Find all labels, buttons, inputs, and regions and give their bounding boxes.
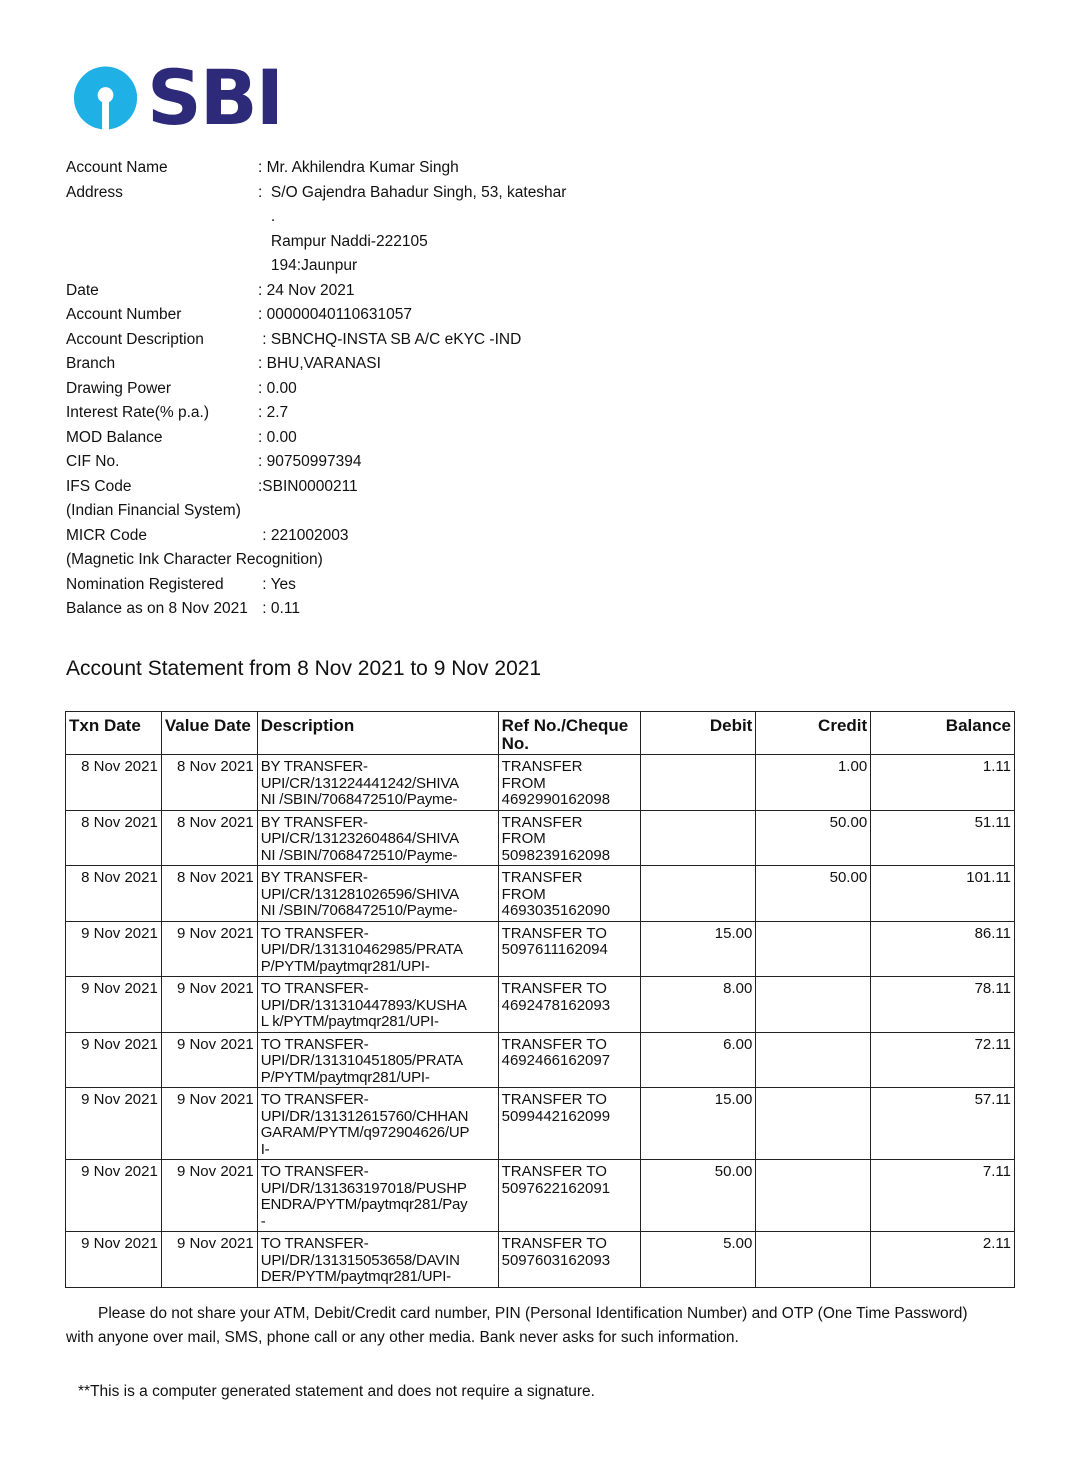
logo-text: SBI (147, 53, 282, 142)
info-value: : 0.00 (258, 379, 297, 397)
info-label: MICR Code (66, 526, 147, 544)
table-row (66, 1232, 1015, 1288)
info-value: : 221002003 (258, 526, 349, 544)
value-date: 9 Nov 2021 (161, 1232, 257, 1288)
value-date: 8 Nov 2021 (161, 810, 257, 866)
info-row (66, 475, 566, 500)
debit: 6.00 (640, 1032, 756, 1088)
info-row (66, 156, 566, 181)
info-label: Balance as on 8 Nov 2021 (66, 600, 248, 617)
debit: 15.00 (640, 921, 756, 977)
debit (640, 866, 756, 922)
info-value: : S/O Gajendra Bahadur Singh, 53, kateshar (258, 183, 567, 201)
debit: 50.00 (640, 1160, 756, 1232)
txn-date: 9 Nov 2021 (66, 1232, 162, 1288)
debit (640, 755, 756, 811)
txn-date: 9 Nov 2021 (66, 1032, 162, 1088)
description: TO TRANSFER- UPI/DR/131310447893/KUSHA L k/PYTM/paytmqr281/UPI- (257, 977, 498, 1033)
debit: 5.00 (640, 1232, 756, 1288)
header-debit: Debit (640, 712, 756, 755)
info-label: Address (66, 183, 123, 201)
info-label: MOD Balance (66, 428, 163, 446)
txn-date: 9 Nov 2021 (66, 977, 162, 1033)
info-label: IFS Code (66, 477, 132, 495)
table-row (66, 1032, 1015, 1088)
txn-date: 9 Nov 2021 (66, 1088, 162, 1160)
info-value: : Yes (258, 575, 296, 593)
ref-no: TRANSFER TO 4692478162093 (498, 977, 640, 1033)
balance: 101.11 (871, 866, 1015, 922)
table-row (66, 977, 1015, 1033)
debit: 15.00 (640, 1088, 756, 1160)
ref-no: TRANSFER FROM 4692990162098 (498, 755, 640, 811)
value-date: 8 Nov 2021 (161, 755, 257, 811)
txn-date: 9 Nov 2021 (66, 1160, 162, 1232)
header-description: Description (257, 712, 498, 755)
description: TO TRANSFER- UPI/DR/131315053658/DAVIN DER/PYTM/paytmqr281/UPI- (257, 1232, 498, 1288)
info-row (66, 328, 566, 353)
credit (756, 1160, 871, 1232)
balance: 1.11 (871, 755, 1015, 811)
header-balance: Balance (871, 712, 1015, 755)
credit (756, 977, 871, 1033)
info-label: Account Number (66, 306, 182, 323)
info-row (66, 377, 566, 402)
value-date: 9 Nov 2021 (161, 1032, 257, 1088)
info-value: : BHU,VARANASI (258, 355, 381, 372)
info-label (66, 254, 258, 279)
info-label: Branch (66, 355, 116, 372)
value-date: 8 Nov 2021 (161, 866, 257, 922)
balance: 57.11 (871, 1088, 1015, 1160)
credit: 50.00 (756, 866, 871, 922)
table-row (66, 1088, 1015, 1160)
info-label: Account Name (66, 159, 168, 176)
description: TO TRANSFER- UPI/DR/131310462985/PRATA P/PYTM/paytmqr281/UPI- (257, 921, 498, 977)
value-date: 9 Nov 2021 (161, 1160, 257, 1232)
credit: 1.00 (756, 755, 871, 811)
info-value: : 90750997394 (258, 453, 362, 470)
value-date: 9 Nov 2021 (161, 921, 257, 977)
info-value: : SBNCHQ-INSTA SB A/C eKYC -IND (258, 330, 522, 348)
txn-date: 8 Nov 2021 (66, 755, 162, 811)
info-row (66, 254, 566, 279)
info-row (66, 205, 566, 230)
footer-note: **This is a computer generated statement and does not require a signature. (78, 1383, 595, 1400)
info-label: (Magnetic Ink Character Recognition) (66, 551, 323, 568)
balance: 72.11 (871, 1032, 1015, 1088)
balance: 51.11 (871, 810, 1015, 866)
txn-date: 9 Nov 2021 (66, 921, 162, 977)
credit (756, 921, 871, 977)
info-value: : 2.7 (258, 404, 289, 421)
info-row (66, 303, 566, 328)
info-value: : 00000040110631057 (258, 306, 413, 323)
info-value: :SBIN0000211 (258, 477, 358, 495)
statement-title: Account Statement from 8 Nov 2021 to 9 Nov 2021 (66, 657, 542, 680)
txn-date: 8 Nov 2021 (66, 810, 162, 866)
credit: 50.00 (756, 810, 871, 866)
table-row (66, 810, 1015, 866)
info-label: Date (66, 281, 99, 299)
header-txn-date: Txn Date (66, 712, 162, 755)
info-row (66, 548, 566, 573)
ref-no: TRANSFER FROM 5098239162098 (498, 810, 640, 866)
ref-no: TRANSFER TO 4692466162097 (498, 1032, 640, 1088)
transactions-table (65, 711, 1015, 1288)
info-label (66, 205, 258, 230)
info-value: . (258, 208, 276, 225)
info-row (66, 230, 566, 255)
description: TO TRANSFER- UPI/DR/131312615760/CHHAN GARAM/PYTM/q972904626/UP I- (257, 1088, 498, 1160)
table-row (66, 921, 1015, 977)
info-label: Drawing Power (66, 379, 172, 397)
info-value: : 0.00 (258, 428, 297, 446)
description: TO TRANSFER- UPI/DR/131363197018/PUSHP ENDRA/PYTM/paytmqr281/Pay - (257, 1160, 498, 1232)
table-row (66, 1160, 1015, 1232)
info-row (66, 401, 566, 426)
ref-no: TRANSFER TO 5097603162093 (498, 1232, 640, 1288)
security-note-line2: with anyone over mail, SMS, phone call or any other media. Bank never asks for such information. (66, 1329, 739, 1346)
info-value: : Mr. Akhilendra Kumar Singh (258, 159, 459, 176)
header-credit: Credit (756, 712, 871, 755)
info-value: : 0.11 (258, 600, 300, 617)
table-row (66, 866, 1015, 922)
description: BY TRANSFER- UPI/CR/131281026596/SHIVA NI /SBIN/7068472510/Payme- (257, 866, 498, 922)
value-date: 9 Nov 2021 (161, 977, 257, 1033)
info-label (66, 230, 258, 255)
info-row (66, 573, 566, 598)
credit (756, 1232, 871, 1288)
table-header-row (66, 712, 1015, 755)
credit (756, 1032, 871, 1088)
info-value: 194:Jaunpur (258, 257, 358, 274)
balance: 7.11 (871, 1160, 1015, 1232)
account-info (66, 156, 566, 622)
info-label: Account Description (66, 330, 204, 348)
debit (640, 810, 756, 866)
info-label: Interest Rate(% p.a.) (66, 404, 210, 421)
info-value: Rampur Naddi-222105 (258, 232, 428, 250)
txn-date: 8 Nov 2021 (66, 866, 162, 922)
info-label: Nomination Registered (66, 575, 224, 593)
security-note-line1: Please do not share your ATM, Debit/Credit card number, PIN (Personal Identification Number) and OTP (One Time Password) (98, 1305, 968, 1322)
header-ref-no: Ref No./Cheque No. (498, 712, 640, 755)
table-row (66, 755, 1015, 811)
header-value-date: Value Date (161, 712, 257, 755)
description: BY TRANSFER- UPI/CR/131224441242/SHIVA NI /SBIN/7068472510/Payme- (257, 755, 498, 811)
info-row (66, 450, 566, 475)
info-row (66, 279, 566, 304)
ref-no: TRANSFER TO 5099442162099 (498, 1088, 640, 1160)
credit (756, 1088, 871, 1160)
debit: 8.00 (640, 977, 756, 1033)
ref-no: TRANSFER FROM 4693035162090 (498, 866, 640, 922)
info-row (66, 524, 566, 549)
description: BY TRANSFER- UPI/CR/131232604864/SHIVA NI /SBIN/7068472510/Payme- (257, 810, 498, 866)
info-label: (Indian Financial System) (66, 502, 241, 519)
balance: 78.11 (871, 977, 1015, 1033)
info-label: CIF No. (66, 453, 120, 470)
sbi-logo (72, 53, 282, 142)
info-value: : 24 Nov 2021 (258, 281, 355, 299)
description: TO TRANSFER- UPI/DR/131310451805/PRATA P/PYTM/paytmqr281/UPI- (257, 1032, 498, 1088)
sbi-keyhole-logo-icon (72, 64, 139, 132)
security-note (66, 1302, 1026, 1350)
info-row (66, 499, 566, 524)
balance: 2.11 (871, 1232, 1015, 1288)
ref-no: TRANSFER TO 5097622162091 (498, 1160, 640, 1232)
balance: 86.11 (871, 921, 1015, 977)
value-date: 9 Nov 2021 (161, 1088, 257, 1160)
info-row (66, 181, 566, 206)
info-row (66, 426, 566, 451)
ref-no: TRANSFER TO 5097611162094 (498, 921, 640, 977)
info-row (66, 352, 566, 377)
info-row (66, 597, 566, 622)
